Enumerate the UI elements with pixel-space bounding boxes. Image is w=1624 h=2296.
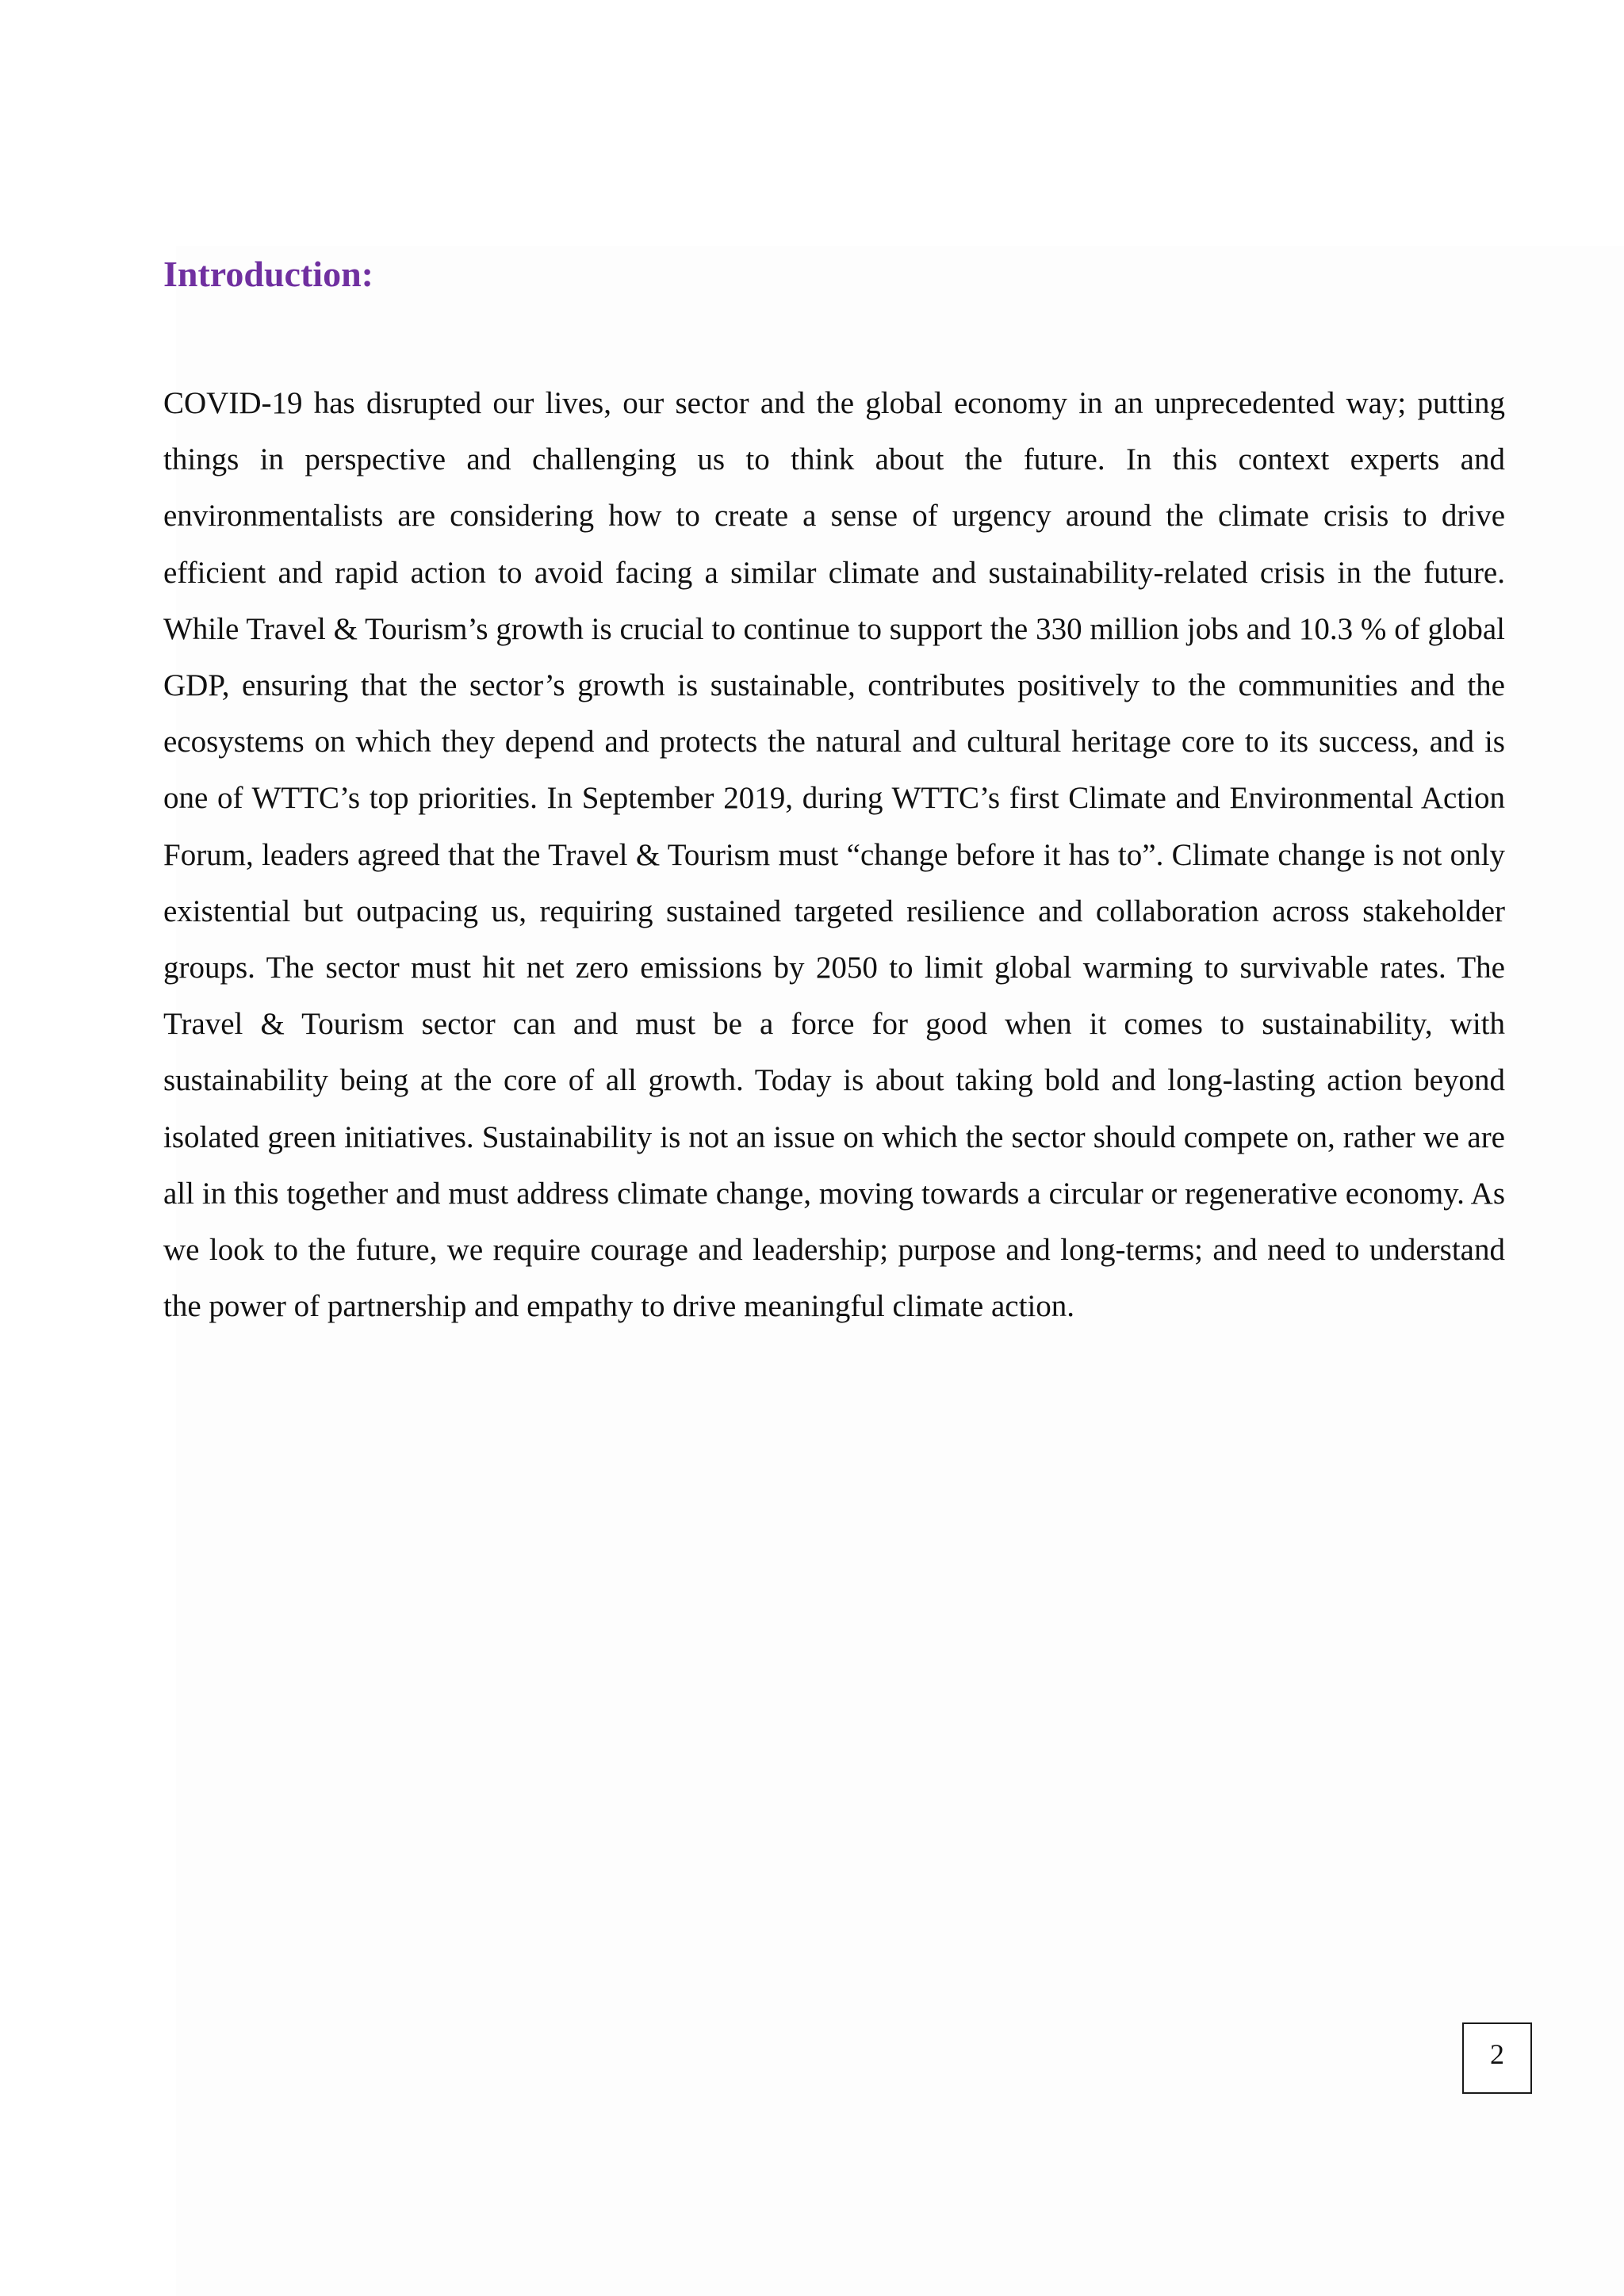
introduction-paragraph: COVID-19 has disrupted our lives, our sector and the global economy in an unprecedented way; putting things in perspective and challenging us to think about the future. In this context experts and environmentalists are considering how to create a sense of urgency around the climate crisis to drive efficient and rapid action to avoid facing a similar climate and sustainability-related crisis in the future. While Travel & Tourism’s growth is crucial to continue to support the 330 million jobs and 10.3 % of global GDP, ensuring that the sector’s growth is sustainable, contributes positively to the communities and the ecosystems on which they depend and protects the natural and cultural heritage core to its success, and is one of WTTC’s top priorities. In September 2019, during WTTC’s first Climate and Environmental Action Forum, leaders agreed that the Travel & Tourism must “change before it has to”. Climate change is not only existential but outpacing us, requiring sustained targeted resilience and collaboration across stakeholder groups. The sector must hit net zero emissions by 2050 to limit global warming to survivable rates. The Travel & Tourism sector can and must be a force for good when it comes to sustainability, with sustainability being at the core of all growth. Today is about taking bold and long-lasting action beyond isolated green initiatives. Sustainability is not an issue on which the sector should compete on, rather we are all in this together and must address climate change, moving towards a circular or regenerative economy. As we look to the future, we require courage and leadership; purpose and long-terms; and need to understand the power of partnership and empathy to drive meaningful climate action. [163, 386, 1505, 1324]
section-heading: Introduction: [163, 254, 373, 294]
page-number-box [1462, 2022, 1532, 2094]
page-number: 2 [1490, 2038, 1504, 2070]
